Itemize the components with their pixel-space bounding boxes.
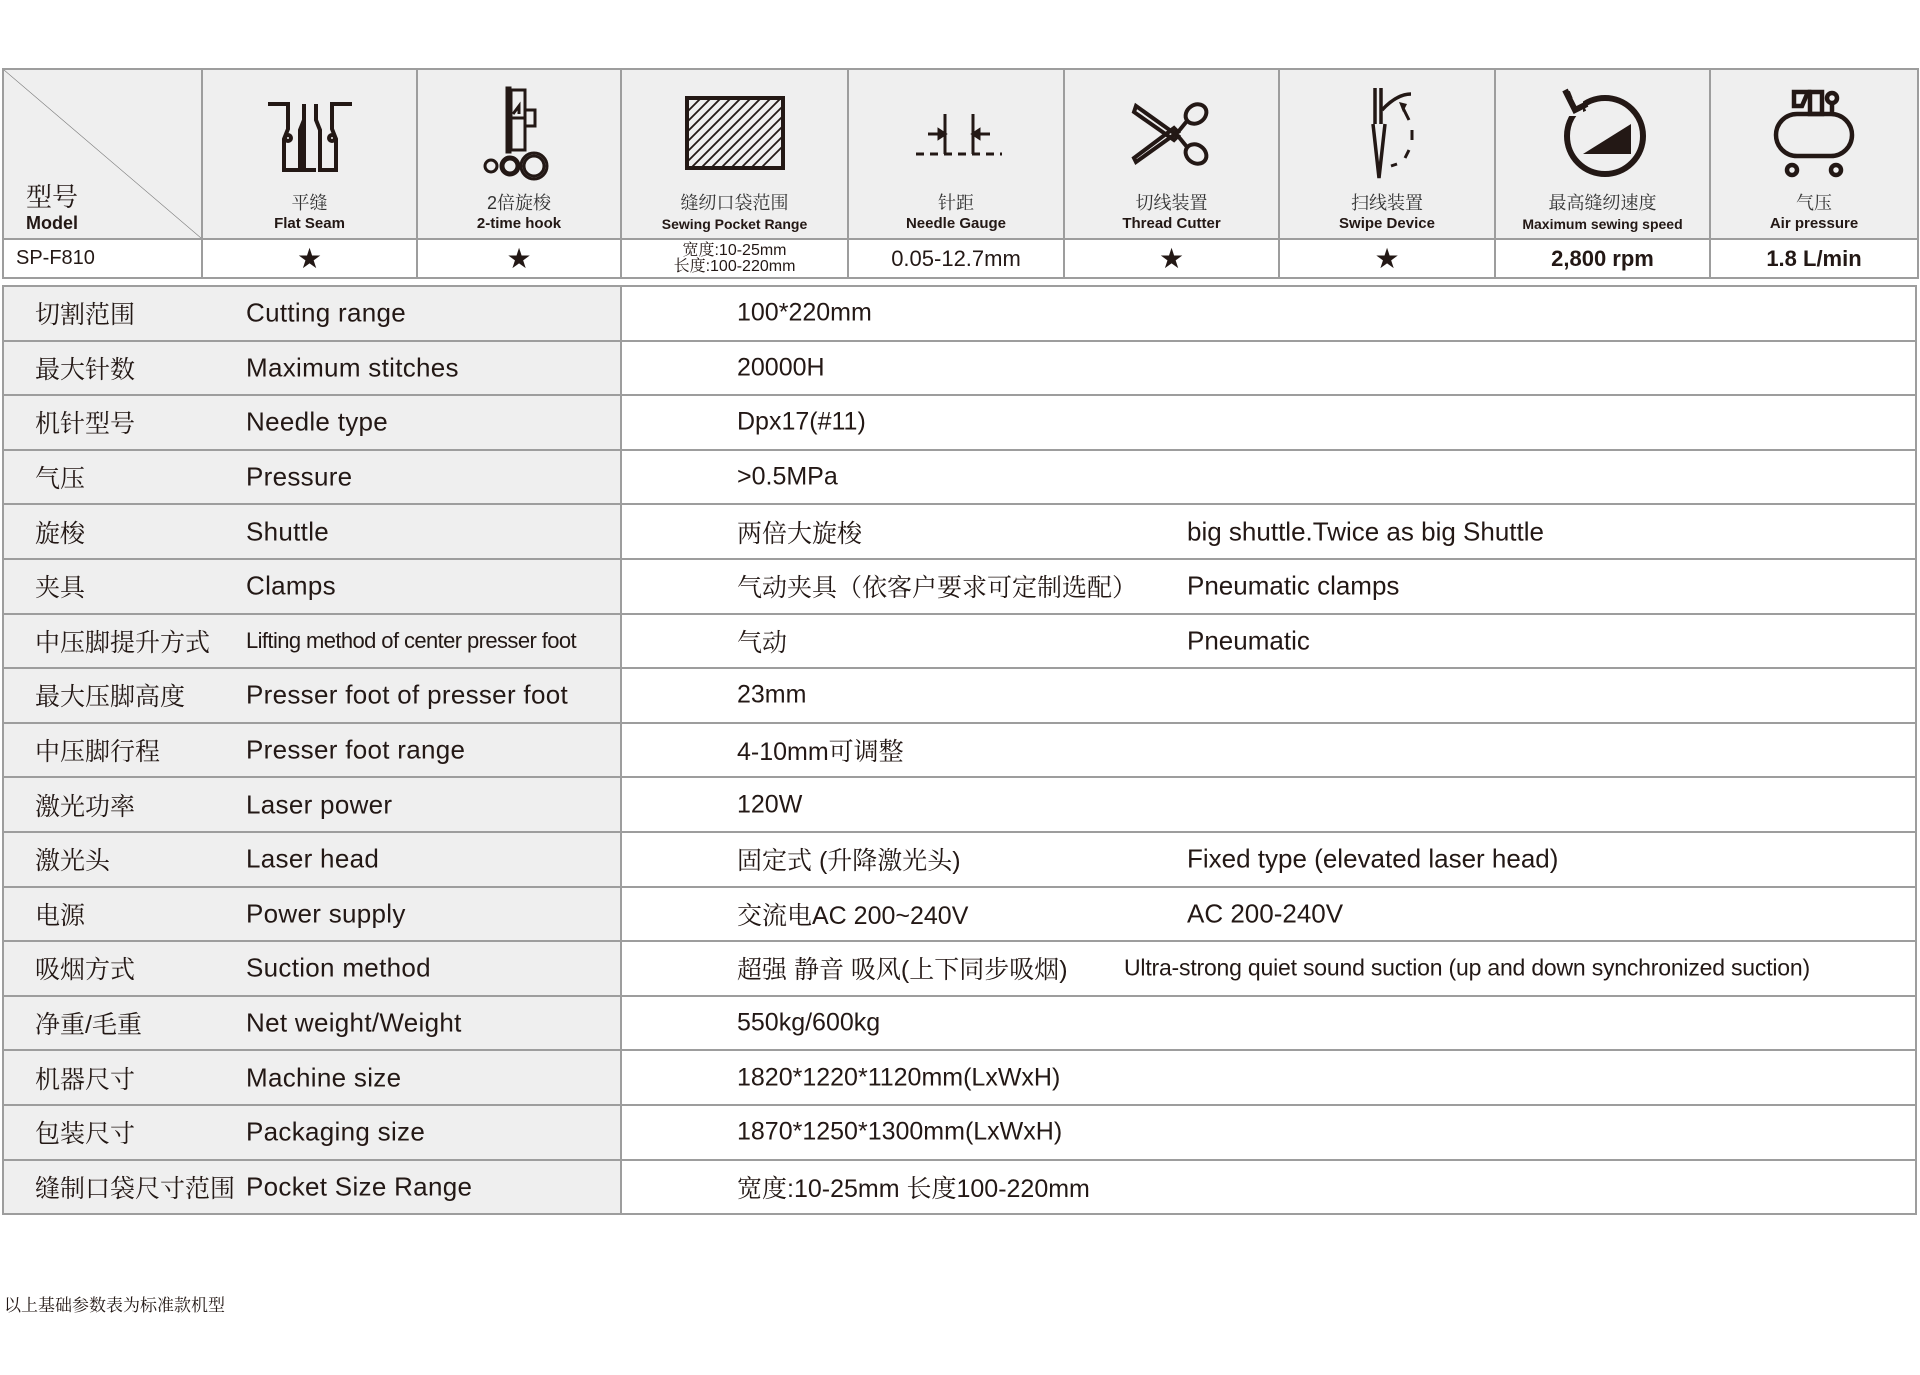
spec-label-cn: 切割范围: [35, 301, 136, 330]
spec-label-en: Presser foot of presser foot: [246, 679, 568, 710]
feature-label-cn: 最高缝纫速度: [1548, 193, 1657, 213]
spec-label-en: Laser power: [246, 789, 393, 820]
spec-value: >0.5MPa: [737, 462, 838, 491]
spec-row: [3, 341, 1916, 396]
spec-label-en: Packaging size: [246, 1116, 426, 1147]
feature-label-cn: 平缝: [291, 193, 328, 213]
spec-row: [3, 996, 1916, 1051]
model-label-cn: 型号: [26, 182, 79, 212]
spec-label-cn: 电源: [35, 901, 86, 930]
spec-label-cn: 最大压脚高度: [35, 683, 186, 712]
feature-label-en: Thread Cutter: [1122, 215, 1221, 232]
spec-value-en: Pneumatic: [1187, 625, 1310, 656]
pocket-range-value: [621, 239, 848, 278]
spec-value: 120W: [737, 790, 803, 819]
spec-value-cell: [621, 887, 1916, 942]
spec-row: [3, 941, 1916, 996]
spec-row: [3, 668, 1916, 723]
spec-value-cell: [621, 777, 1916, 832]
spec-label-en: Needle type: [246, 406, 389, 437]
spec-label-cn: 包装尺寸: [35, 1120, 136, 1149]
spec-value-cell: [621, 1160, 1916, 1215]
spec-value-en: AC 200-240V: [1187, 898, 1344, 929]
spec-label-en: Maximum stitches: [246, 352, 459, 383]
spec-label-en: Pressure: [246, 461, 353, 492]
spec-label-cn: 机器尺寸: [35, 1065, 136, 1094]
spec-label-en: Suction method: [246, 952, 431, 983]
spec-label-cell: [3, 614, 621, 669]
spec-label-cell: [3, 996, 621, 1051]
spec-label-cell: [3, 450, 621, 505]
spec-label-en: Net weight/Weight: [246, 1007, 462, 1038]
feature-label-en: Air pressure: [1769, 215, 1859, 232]
spec-row: [3, 559, 1916, 614]
pocket-length-value: 长度:100-220mm: [673, 257, 796, 275]
spec-label-cell: [3, 504, 621, 559]
spec-label-cell: [3, 723, 621, 778]
flat-seam-icon: [260, 84, 360, 184]
spec-value: 固定式 (升降激光头): [737, 847, 961, 876]
feature-col-pocket-range: [621, 69, 848, 239]
spec-label-en: Clamps: [246, 570, 336, 601]
feature-label-cn: 2倍旋梭: [486, 193, 551, 213]
spec-label-cell: [3, 1160, 621, 1215]
spec-label-cell: [3, 341, 621, 396]
feature-label-en: Maximum sewing speed: [1522, 216, 1683, 232]
spec-row: [3, 614, 1916, 669]
spec-value: Dpx17(#11): [737, 407, 866, 436]
air-compressor-icon: [1764, 84, 1864, 184]
spec-row: [3, 777, 1916, 832]
spec-table: [2, 285, 1917, 1215]
footer-note: 以上基础参数表为标准款机型: [4, 1296, 225, 1315]
spec-value: 100*220mm: [737, 298, 872, 327]
feature-col-flat-seam: [202, 69, 417, 239]
scissors-icon: [1122, 84, 1222, 184]
spec-label-cn: 净重/毛重: [35, 1011, 142, 1040]
spec-label-cn: 中压脚行程: [35, 738, 161, 767]
model-label-en: Model: [26, 213, 78, 233]
spec-value: 550kg/600kg: [737, 1008, 881, 1037]
spec-row: [3, 1050, 1916, 1105]
spec-value-cell: [621, 723, 1916, 778]
spec-label-cn: 夹具: [35, 574, 86, 603]
spec-label-en: Machine size: [246, 1062, 402, 1093]
spec-row: [3, 286, 1916, 341]
feature-col-max-speed: [1495, 69, 1710, 239]
spec-label-cell: [3, 941, 621, 996]
spec-row: [3, 450, 1916, 505]
spec-label-cell: [3, 668, 621, 723]
spec-label-cell: [3, 887, 621, 942]
spec-label-en: Shuttle: [246, 516, 330, 547]
feature-label-cn: 针距: [938, 193, 974, 213]
spec-value: 交流电AC 200~240V: [737, 901, 969, 930]
max-speed-value: 2,800 rpm: [1495, 239, 1710, 278]
feature-label-cn: 切线装置: [1135, 193, 1208, 213]
spec-value-cell: [621, 450, 1916, 505]
spec-label-en: Pocket Size Range: [246, 1171, 473, 1202]
spec-row: [3, 504, 1916, 559]
pocket-width-value: 宽度:10-25mm: [682, 241, 787, 259]
spec-value-cell: [621, 832, 1916, 887]
spec-value-en: big shuttle.Twice as big Shuttle: [1187, 516, 1544, 547]
spec-label-en: Lifting method of center presser foot: [246, 627, 576, 653]
feature-label-en: Swipe Device: [1339, 215, 1435, 232]
spec-value: 宽度:10-25mm 长度100-220mm: [737, 1174, 1090, 1203]
spec-value-cell: [621, 614, 1916, 669]
model-row: [3, 239, 1918, 278]
swipe-device-icon: [1337, 84, 1437, 184]
flat-seam-star: ★: [202, 239, 417, 278]
spec-label-cn: 气压: [35, 465, 86, 494]
spec-label-cn: 中压脚提升方式: [35, 628, 211, 657]
spec-value-en: Fixed type (elevated laser head): [1187, 843, 1559, 874]
spec-value: 20000H: [737, 353, 825, 382]
spec-label-cell: [3, 777, 621, 832]
feature-label-cn: 气压: [1796, 193, 1832, 213]
hook-icon: [469, 84, 569, 184]
spec-value-cell: [621, 668, 1916, 723]
spec-label-cn: 缝制口袋尺寸范围: [35, 1174, 236, 1203]
spec-label-en: Cutting range: [246, 297, 407, 328]
feature-label-en: Flat Seam: [274, 215, 345, 232]
spec-label-cn: 旋梭: [35, 519, 86, 548]
thread-cutter-star: ★: [1064, 239, 1279, 278]
spec-value-cell: [621, 1050, 1916, 1105]
spec-value-cell: [621, 996, 1916, 1051]
spec-value-cell: [621, 341, 1916, 396]
needle-gauge-value: 0.05-12.7mm: [848, 239, 1064, 278]
spec-value: 两倍大旋梭: [737, 519, 863, 548]
speed-gauge-icon: [1553, 84, 1653, 184]
feature-label-en: Needle Gauge: [905, 215, 1007, 232]
feature-col-thread-cutter: [1064, 69, 1279, 239]
spec-label-en: Presser foot range: [246, 734, 466, 765]
spec-row: [3, 1160, 1916, 1215]
spec-value-cell: [621, 504, 1916, 559]
spec-row: [3, 723, 1916, 778]
spec-label-cn: 机针型号: [35, 410, 136, 439]
spec-value-cell: [621, 941, 1916, 996]
spec-label-cn: 激光头: [35, 847, 111, 876]
model-header-cell: [3, 69, 202, 239]
pocket-range-icon: [680, 84, 790, 184]
needle-gauge-icon: [906, 84, 1006, 184]
spec-row: [3, 832, 1916, 887]
spec-label-cell: [3, 286, 621, 341]
spec-value: 4-10mm可调整: [737, 738, 904, 767]
spec-value-en: Ultra-strong quiet sound suction (up and down synchronized suction): [1124, 954, 1810, 981]
feature-label-cn: 缝纫口袋范围: [680, 193, 789, 213]
spec-value: 1820*1220*1120mm(LxWxH): [737, 1063, 1061, 1092]
swipe-device-star: ★: [1279, 239, 1495, 278]
feature-col-swipe-device: [1279, 69, 1495, 239]
spec-row: [3, 395, 1916, 450]
spec-label-en: Laser head: [246, 843, 380, 874]
spec-value: 超强 静音 吸风(上下同步吸烟): [737, 956, 1068, 985]
spec-label-cell: [3, 1050, 621, 1105]
feature-col-air-pressure: [1710, 69, 1918, 239]
feature-col-needle-gauge: [848, 69, 1064, 239]
spec-value-cell: [621, 395, 1916, 450]
spec-label-cell: [3, 1105, 621, 1160]
spec-value-en: Pneumatic clamps: [1187, 570, 1400, 601]
feature-label-cn: 扫线装置: [1351, 193, 1423, 213]
spec-label-en: Power supply: [246, 898, 406, 929]
spec-value: 气动: [737, 628, 788, 657]
spec-label-cell: [3, 395, 621, 450]
spec-label-cell: [3, 832, 621, 887]
hook-star: ★: [417, 239, 621, 278]
feature-label-en: 2-time hook: [476, 215, 562, 232]
feature-col-hook: [417, 69, 621, 239]
spec-label-cell: [3, 559, 621, 614]
spec-row: [3, 1105, 1916, 1160]
spec-value: 23mm: [737, 680, 807, 709]
spec-value: 气动夹具（依客户要求可定制选配）: [737, 574, 1138, 603]
spec-row: [3, 887, 1916, 942]
feature-header-table: [2, 68, 1919, 279]
spec-label-cn: 激光功率: [35, 792, 136, 821]
feature-header-row: [3, 69, 1918, 239]
spec-label-cn: 吸烟方式: [35, 956, 136, 985]
spec-value-cell: [621, 286, 1916, 341]
spec-label-cn: 最大针数: [35, 355, 136, 384]
air-pressure-value: 1.8 L/min: [1710, 239, 1918, 278]
spec-value-cell: [621, 1105, 1916, 1160]
feature-label-en: Sewing Pocket Range: [661, 216, 808, 232]
spec-value: 1870*1250*1300mm(LxWxH): [737, 1117, 1063, 1146]
model-value: SP-F810: [3, 239, 202, 278]
spec-value-cell: [621, 559, 1916, 614]
